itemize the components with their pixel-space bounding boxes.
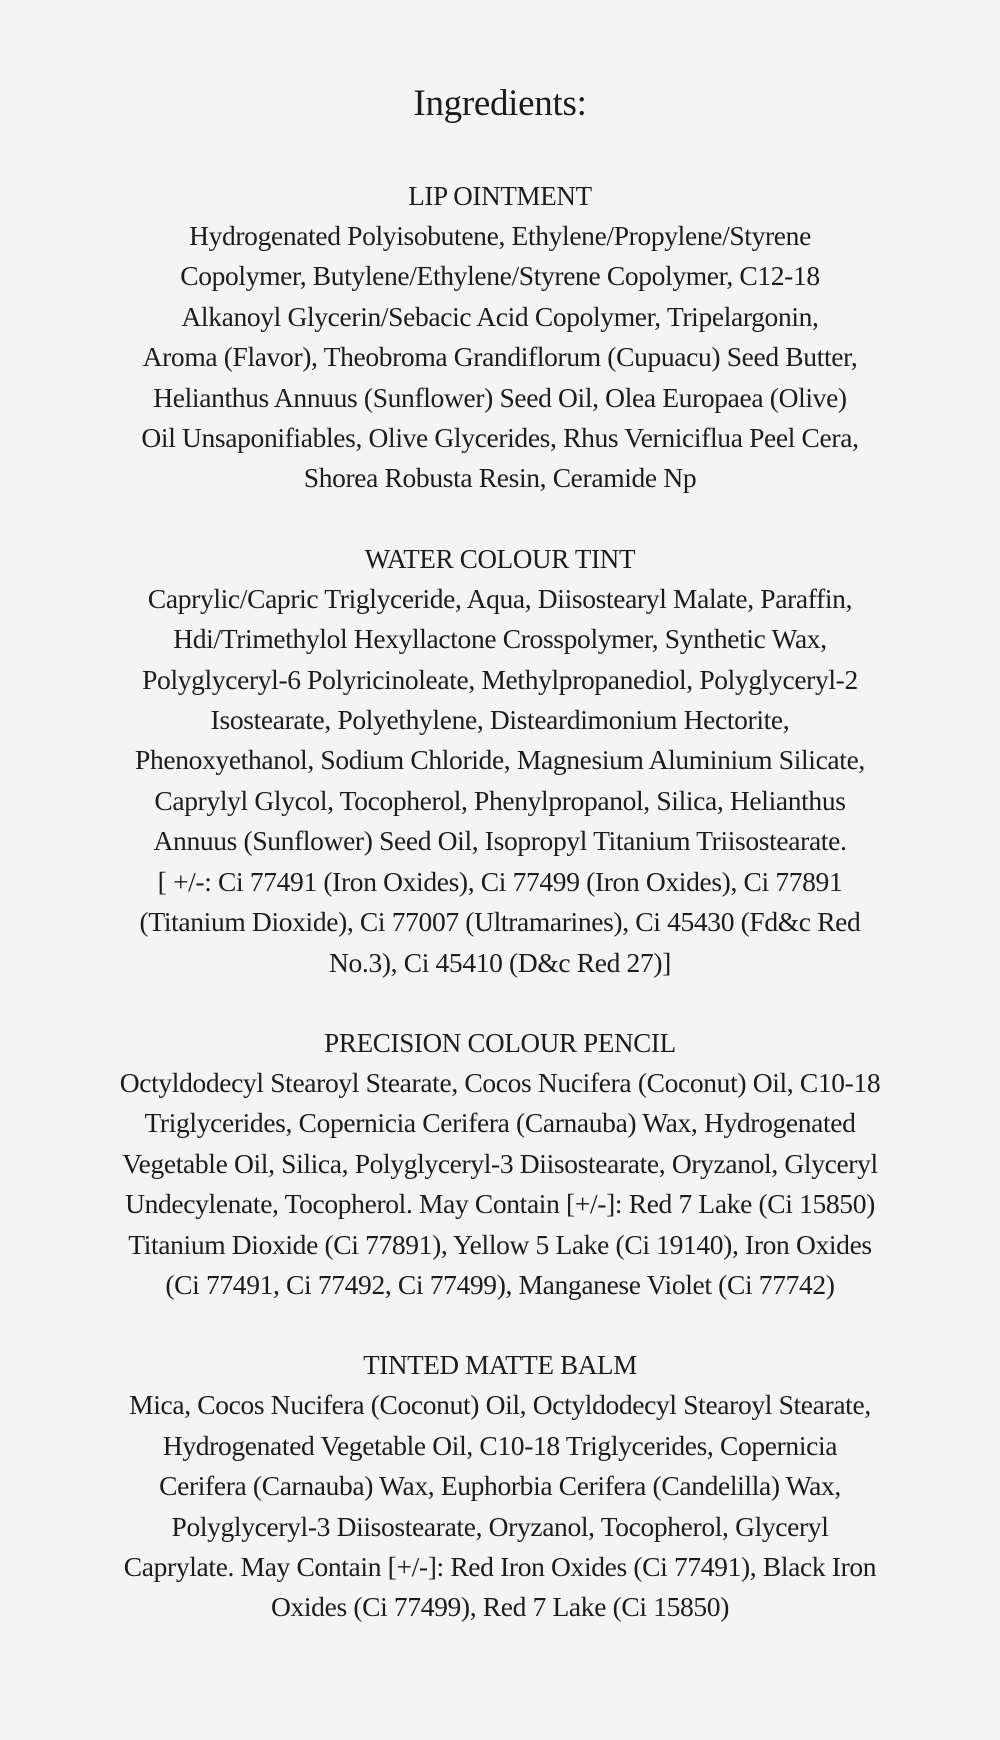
ingredient-line: Undecylenate, Tocopherol. May Contain [+/-]: Red 7 Lake (Ci 15850) (125, 1188, 875, 1220)
ingredient-list (30, 1385, 970, 1627)
ingredient-list (30, 579, 970, 983)
section-tinted-matte-balm (30, 1345, 970, 1627)
ingredient-line: Octyldodecyl Stearoyl Stearate, Cocos Nucifera (Coconut) Oil, C10-18 (119, 1066, 881, 1098)
ingredient-line: Caprylic/Capric Triglyceride, Aqua, Diisostearyl Malate, Paraffin, (147, 582, 853, 614)
ingredient-list (30, 216, 970, 499)
ingredient-line: Mica, Cocos Nucifera (Coconut) Oil, Octyldodecyl Stearoyl Stearate, (129, 1389, 871, 1421)
section-heading: LIP OINTMENT (408, 181, 592, 211)
ingredient-line: Isostearate, Polyethylene, Disteardimonium Hectorite, (210, 704, 790, 736)
ingredient-line: Triglycerides, Copernicia Cerifera (Carnauba) Wax, Hydrogenated (144, 1107, 856, 1139)
ingredient-line: Caprylate. May Contain [+/-]: Red Iron Oxides (Ci 77491), Black Iron (123, 1550, 877, 1582)
ingredient-line: No.3), Ci 45410 (D&c Red 27)] (329, 946, 671, 978)
ingredient-line: (Ci 77491, Ci 77492, Ci 77499), Manganese Violet (Ci 77742) (165, 1268, 835, 1300)
ingredient-line: (Titanium Dioxide), Ci 77007 (Ultramarines), Ci 45430 (Fd&c Red (139, 906, 861, 938)
section-heading: PRECISION COLOUR PENCIL (324, 1027, 676, 1058)
ingredient-line: Shorea Robusta Resin, Ceramide Np (303, 462, 697, 494)
ingredient-line: Polyglyceryl-3 Diisostearate, Oryzanol, Tocopherol, Glyceryl (171, 1510, 829, 1542)
ingredient-line: Annuus (Sunflower) Seed Oil, Isopropyl Titanium Triisostearate. (153, 825, 847, 857)
ingredient-list (30, 1063, 970, 1305)
ingredient-line: Caprylyl Glycol, Tocopherol, Phenylpropanol, Silica, Helianthus (154, 784, 846, 816)
section-heading: WATER COLOUR TINT (364, 543, 636, 574)
ingredient-line: Oil Unsaponifiables, Olive Glycerides, Rhus Verniciflua Peel Cera, (141, 422, 859, 454)
ingredient-line: Alkanoyl Glycerin/Sebacic Acid Copolymer, Tripelargonin, (181, 300, 819, 332)
ingredient-line: Vegetable Oil, Silica, Polyglyceryl-3 Diisostearate, Oryzanol, Glyceryl (122, 1147, 878, 1179)
section-lip-ointment (30, 176, 970, 499)
ingredient-line: Copolymer, Butylene/Ethylene/Styrene Copolymer, C12-18 (180, 260, 820, 292)
ingredient-line: Hydrogenated Polyisobutene, Ethylene/Propylene/Styrene (189, 220, 811, 251)
section-heading: TINTED MATTE BALM (363, 1350, 637, 1381)
ingredient-line: Hydrogenated Vegetable Oil, C10-18 Triglycerides, Copernicia (162, 1429, 838, 1461)
page-title: Ingredients: (413, 83, 587, 124)
ingredient-line: Cerifera (Carnauba) Wax, Euphorbia Cerifera (Candelilla) Wax, (159, 1470, 841, 1502)
ingredient-line: [ +/-: Ci 77491 (Iron Oxides), Ci 77499 (Iron Oxides), Ci 77891 (157, 865, 843, 897)
ingredient-line: Titanium Dioxide (Ci 77891), Yellow 5 Lake (Ci 19140), Iron Oxides (128, 1228, 872, 1260)
ingredient-line: Aroma (Flavor), Theobroma Grandiflorum (Cupuacu) Seed Butter, (142, 341, 858, 373)
ingredient-line: Helianthus Annuus (Sunflower) Seed Oil, Olea Europaea (Olive) (153, 381, 847, 413)
section-water-colour-tint (30, 539, 970, 983)
ingredient-line: Oxides (Ci 77499), Red 7 Lake (Ci 15850) (270, 1591, 729, 1623)
section-precision-colour-pencil (30, 1023, 970, 1305)
ingredient-line: Phenoxyethanol, Sodium Chloride, Magnesium Aluminium Silicate, (135, 744, 865, 776)
ingredient-line: Polyglyceryl-6 Polyricinoleate, Methylpropanediol, Polyglyceryl-2 (142, 663, 858, 695)
ingredient-line: Hdi/Trimethylol Hexyllactone Crosspolymer, Synthetic Wax, (173, 623, 827, 655)
